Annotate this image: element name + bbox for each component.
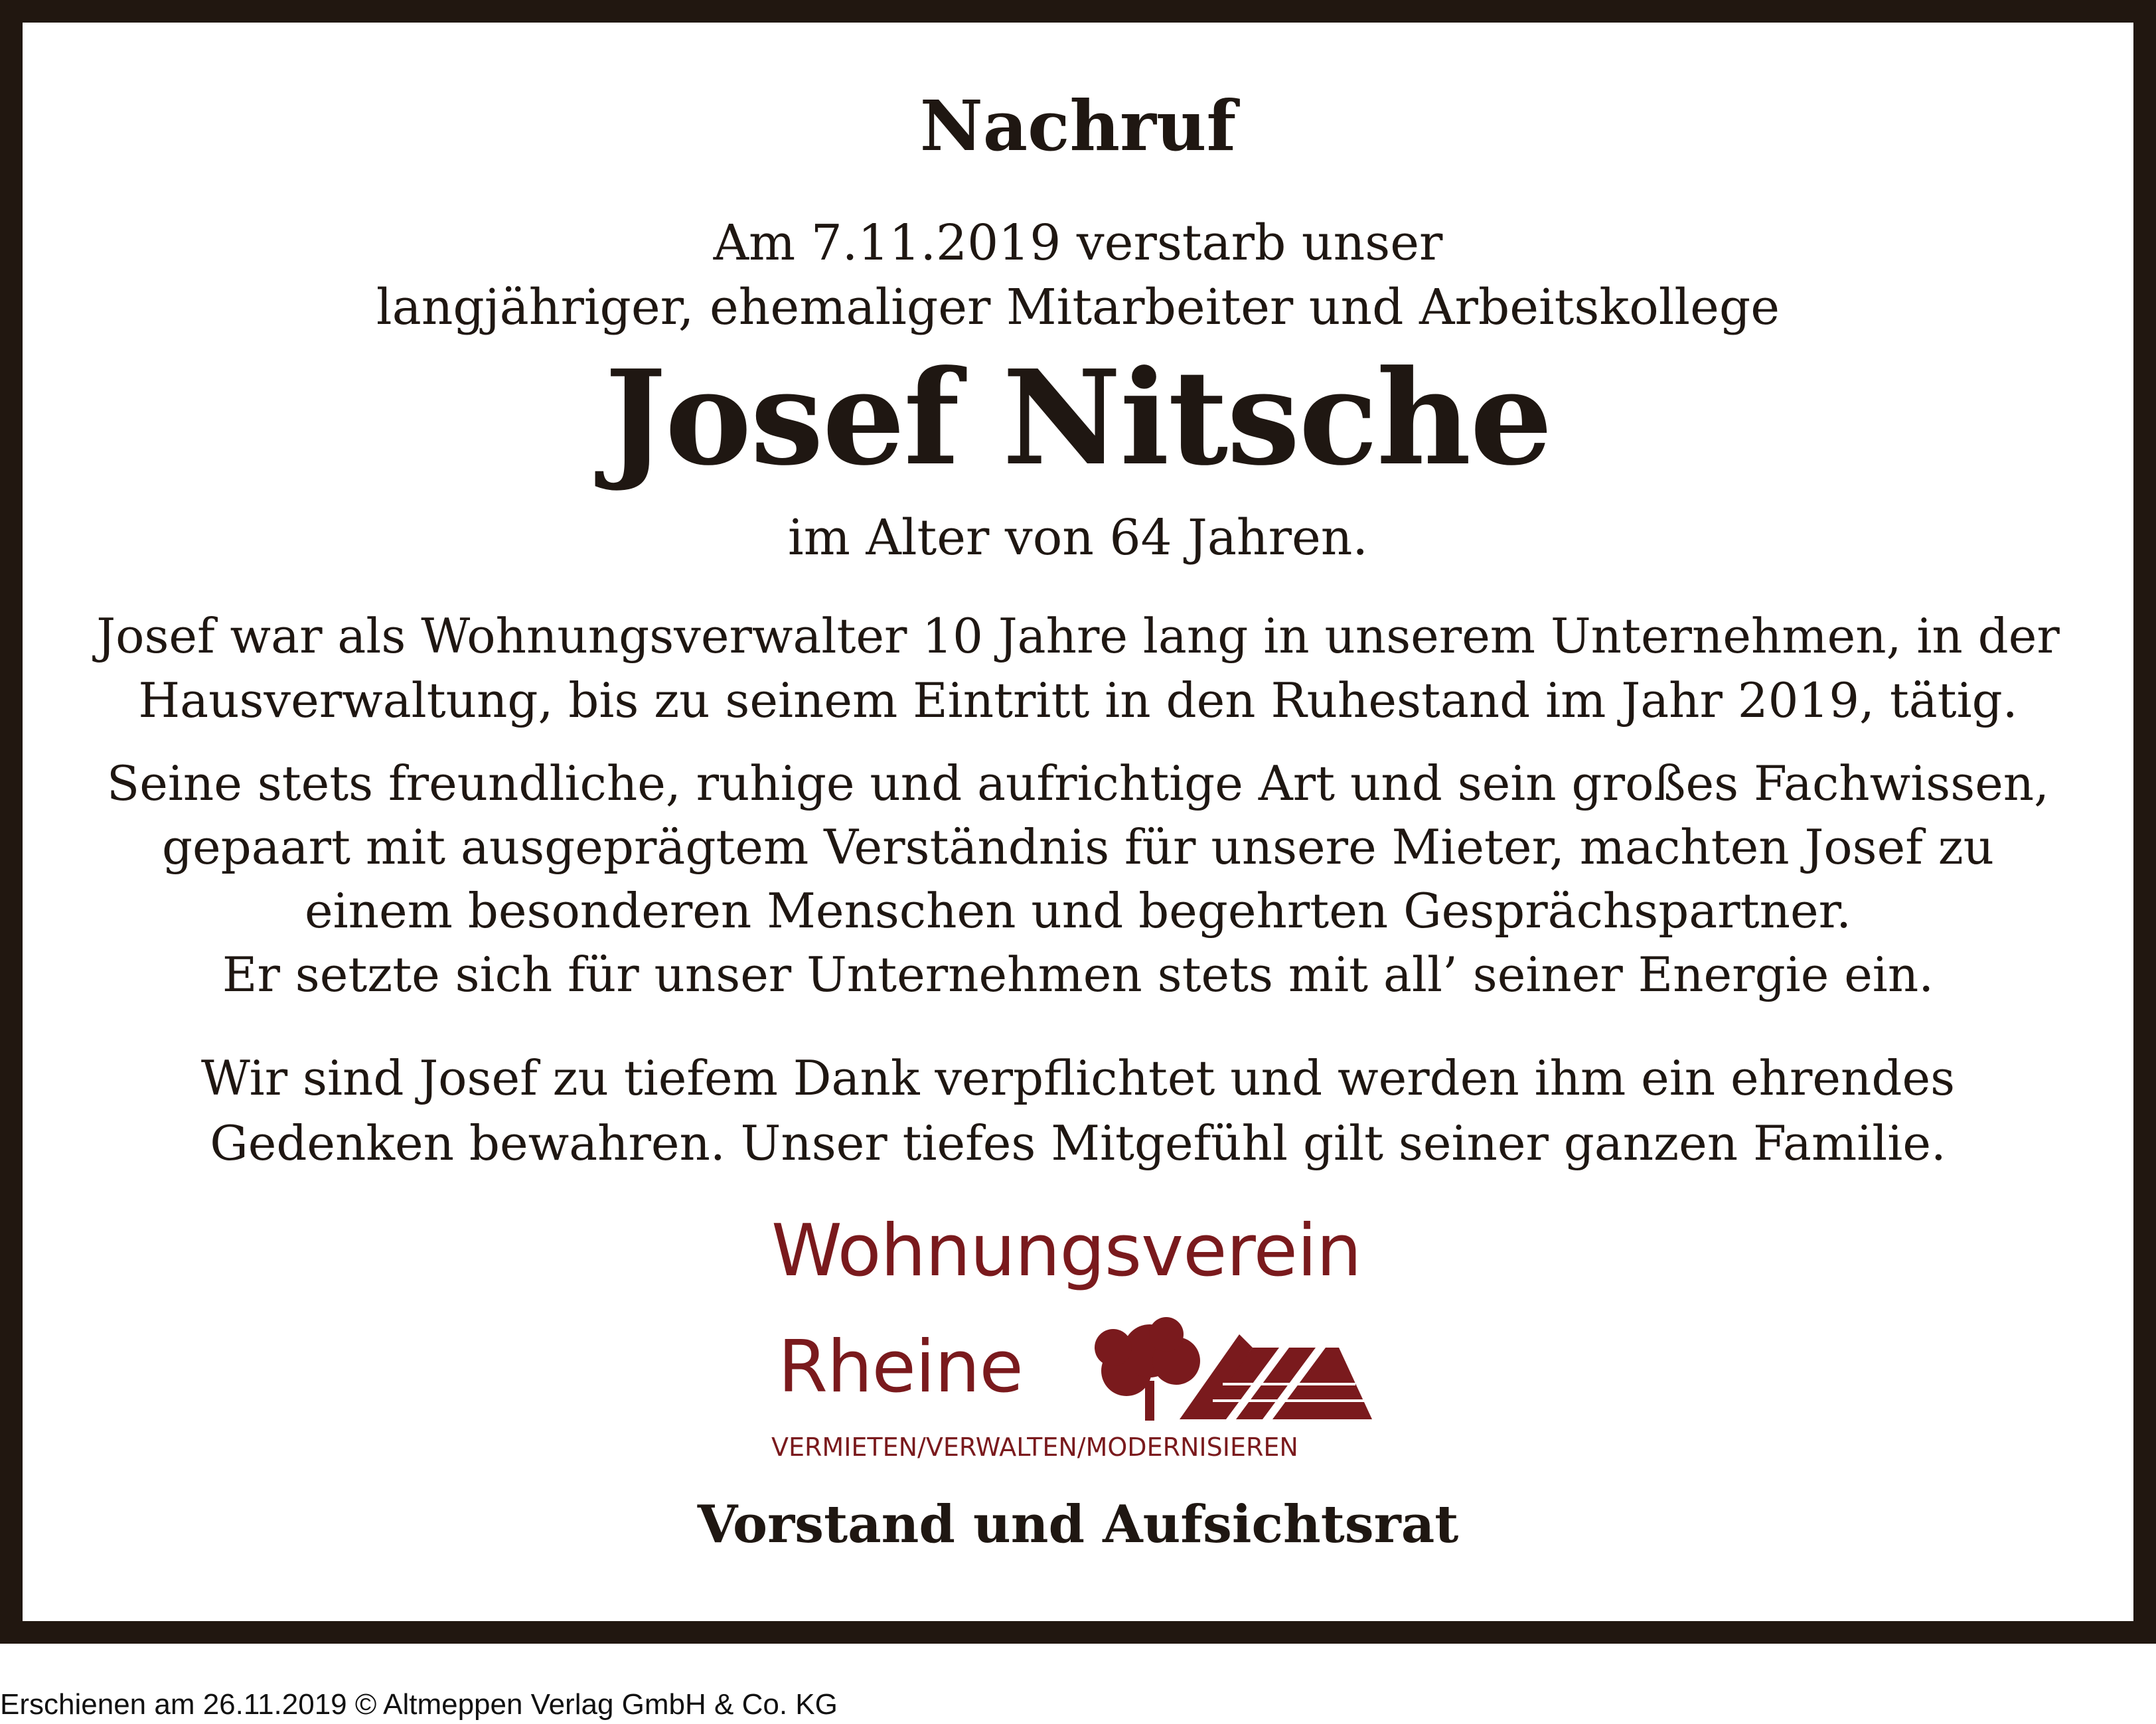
notice-title: Nachruf [919, 85, 1237, 167]
paragraph-character [0, 751, 2156, 1006]
paragraph-career [0, 604, 2156, 733]
logo-wordmark-line2: Rheine [778, 1326, 1023, 1409]
logo-wordmark-line1: Wohnungsverein [771, 1210, 1361, 1293]
logo-tagline: VERMIETEN/VERWALTEN/MODERNISIEREN [771, 1433, 1298, 1462]
intro-line: langjähriger, ehemaliger Mitarbeiter und Arbeitskollege [376, 279, 1780, 336]
text-line: Er setzte sich für unser Unternehmen stets mit all’ seiner Energie ein. [222, 947, 1934, 1002]
signature: Vorstand und Aufsichtsrat [697, 1494, 1459, 1555]
text-line: Josef war als Wohnungsverwalter 10 Jahre lang in unserem Unternehmen, in der [96, 608, 2060, 664]
house-roof-tree-icon [1087, 1308, 1379, 1427]
intro-text [0, 211, 2156, 340]
text-line: Wir sind Josef zu tiefem Dank verpflichtet und werden ihm ein ehrendes [200, 1050, 1956, 1106]
text-line: Seine stets freundliche, ruhige und aufrichtige Art und sein großes Fachwissen, [106, 755, 2050, 811]
paragraph-thanks [0, 1046, 2156, 1176]
text-line: gepaart mit ausgeprägtem Verständnis für unsere Mieter, machten Josef zu [161, 819, 1995, 875]
age-line: im Alter von 64 Jahren. [788, 509, 1368, 566]
intro-line: Am 7.11.2019 verstarb unser [713, 214, 1443, 272]
text-line: Gedenken bewahren. Unser tiefes Mitgefühl gilt seiner ganzen Familie. [210, 1115, 1946, 1171]
text-line: einem besonderen Menschen und begehrten Gesprächspartner. [305, 883, 1851, 939]
company-logo [765, 1208, 1395, 1474]
publication-footer: Erschienen am 26.11.2019 © Altmeppen Verlag GmbH & Co. KG [0, 1688, 838, 1721]
deceased-name: Josef Nitsche [604, 342, 1552, 495]
text-line: Hausverwaltung, bis zu seinem Eintritt in den Ruhestand im Jahr 2019, tätig. [138, 672, 2018, 728]
